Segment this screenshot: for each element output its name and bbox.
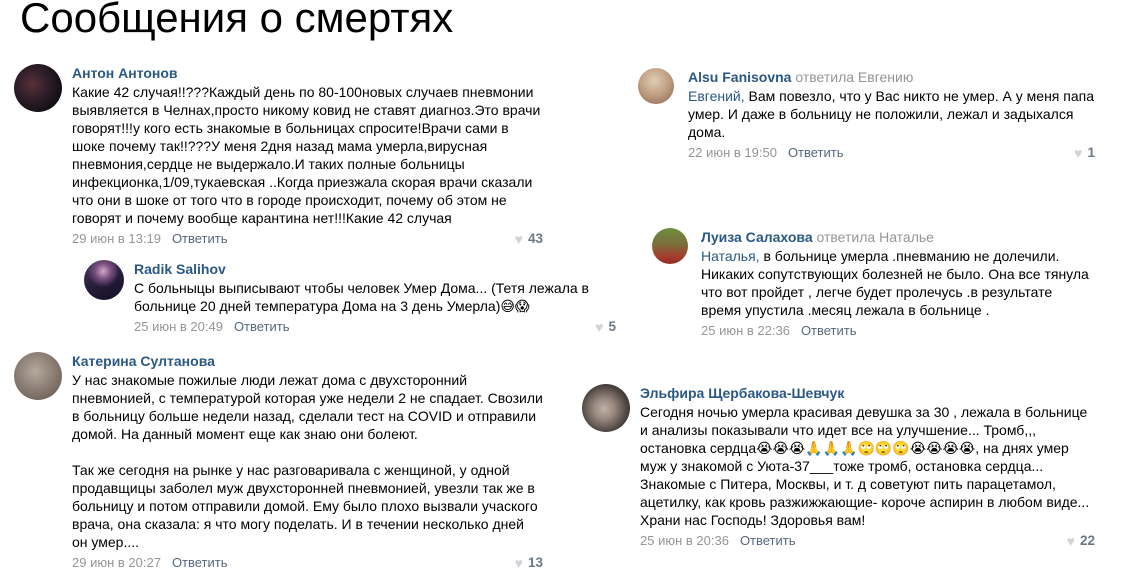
comment-author-link[interactable]: Radik Salihov: [134, 261, 226, 277]
comment-content: [72, 64, 543, 248]
comment-footer: [688, 144, 1095, 162]
comment: [14, 352, 638, 572]
comment-text: [688, 87, 1095, 141]
comment-date: 25 июн в 20:49: [134, 319, 223, 334]
comment-footer: [640, 532, 1095, 550]
comment-author-link[interactable]: Антон Антонов: [72, 65, 178, 81]
comment-header: [72, 64, 543, 82]
avatar[interactable]: [582, 384, 630, 432]
like-count: 1: [1087, 145, 1095, 160]
comment-header: [72, 352, 543, 370]
comment-text-body: в больнице умерла .пневманию не долечили. Никаких сопутствующих болезней не было. Она все тянула что вот пройдет , легче будет пролечусь .в результате время упустила .месяц лежала в больнице .: [701, 248, 1089, 318]
comment-footer: [701, 322, 1096, 340]
comment: [84, 260, 638, 336]
comment-text: С больныцы выписывают чтобы человек Умер Дома... (Тетя лежала в больнице 20 дней температура Дома на 3 день Умерла)😅😱: [134, 280, 589, 314]
comment-header: [134, 260, 616, 278]
heart-icon: ♥: [1066, 533, 1075, 549]
like-button[interactable]: [515, 230, 543, 248]
reply-button[interactable]: Ответить: [787, 145, 844, 160]
page-title: Сообщения о смертях: [20, 0, 454, 41]
comment-footer: [134, 318, 616, 336]
comment-content: [701, 228, 1096, 340]
avatar[interactable]: [84, 260, 124, 300]
heart-icon: ♥: [595, 319, 604, 335]
reply-button[interactable]: Ответить: [800, 323, 857, 338]
like-button[interactable]: [515, 554, 543, 572]
heart-icon: ♥: [514, 555, 523, 571]
avatar[interactable]: [638, 68, 674, 104]
reply-button[interactable]: Ответить: [171, 231, 228, 246]
comment-header: [640, 384, 1095, 402]
comment: [14, 64, 638, 248]
comment-date: 25 июн в 22:36: [701, 323, 790, 338]
comment-content: [72, 352, 543, 572]
heart-icon: ♥: [514, 231, 523, 247]
reply-to-label: ответила Евгению: [795, 69, 914, 85]
comment-text: Так же сегодня на рынке у нас разговаривала с женщиной, у одной продавщицы заболел муж двухсторонней пневмонией, увезли так же в больницу и потом отправили домой. Ему было плохо вызвали учаского врача, она сказала: я что могу поделать. И в течении несколько дней он умер....: [72, 462, 538, 550]
like-count: 22: [1079, 533, 1095, 548]
comments-column-right: [582, 68, 1116, 550]
comment-date: 29 июн в 13:19: [72, 231, 161, 246]
comment-text: У нас знакомые пожилые люди лежат дома с двухсторонний пневмонией, с температурой которая уже недели 2 не спадает. Свозили в больницу больше недели назад, сделали тест на COVID и отправили домой. На данный момент еще как знаю они болеют.: [72, 372, 543, 442]
comment-author-link[interactable]: Alsu Fanisovna: [688, 69, 792, 85]
avatar[interactable]: [14, 64, 62, 112]
comment-author-link[interactable]: Луиза Салахова: [701, 229, 813, 245]
comment-text-body: Вам повезло, что у Вас никто не умер. А у меня папа умер. И даже в больницу не положили, лежал и задыхался дома.: [688, 88, 1095, 140]
comment-footer: [72, 554, 543, 572]
comment-date: 29 июн в 20:27: [72, 555, 161, 570]
comment: [638, 68, 1116, 162]
like-count: 13: [527, 555, 543, 570]
reply-button[interactable]: Ответить: [739, 533, 796, 548]
comment-header: [701, 228, 1096, 246]
comment-author-link[interactable]: Эльфира Щербакова-Шевчук: [640, 385, 845, 401]
heart-icon: ♥: [1074, 145, 1083, 161]
avatar[interactable]: [14, 352, 62, 400]
comment-text: Сегодня ночью умерла красивая девушка за 30 , лежала в больнице и анализы показывали что идет все на улучшение... Тромб,,, остановка сердца😭😭😭🙏🙏🙏🙄🙄🙄😭😭😭😭, на днях умер муж у знакомой с Уюта-37___тоже тромб, остановка сердца... Знакомые с Питера, Москвы, и т. д советуют пить парацетамол, ацетилку, как кровь разжижжающие- короче аспирин в любом виде... Храни нас Господь! Здоровья вам!: [640, 404, 1090, 528]
reply-button[interactable]: Ответить: [233, 319, 290, 334]
comment: [582, 384, 1116, 550]
comment-date: 22 июн в 19:50: [688, 145, 777, 160]
mention-link[interactable]: Евгений,: [688, 88, 745, 104]
like-button[interactable]: [1074, 144, 1095, 162]
comment-content: [640, 384, 1095, 550]
comment-content: [134, 260, 616, 336]
reply-to-label: ответила Наталье: [816, 229, 934, 245]
comment-content: [688, 68, 1095, 162]
avatar[interactable]: [652, 228, 688, 264]
like-count: 5: [608, 319, 616, 334]
comment-header: [688, 68, 1095, 86]
like-button[interactable]: [1067, 532, 1095, 550]
comment-text: Какие 42 случая!!???Каждый день по 80-100новых случаев пневмонии выявляется в Челнах,просто никому ковид не ставят диагноз.Это врачи говорят!!!у кого есть знакомые в больницах спросите!Врачи сами в шоке почему так!!???У меня 2дня назад мама умерла,вирусная пневмония,сердце не выдержало.И таких полные больницы инфекционка,1/09,тукаевская ..Когда приезжала скорая врачи сказали что они в шоке от того что в городе происходит, почему об этом не говорят и почему вообще карантина нет!!!Какие 42 случая: [72, 84, 541, 226]
reply-button[interactable]: Ответить: [171, 555, 228, 570]
comments-column-left: [14, 64, 638, 572]
comment-date: 25 июн в 20:36: [640, 533, 729, 548]
mention-link[interactable]: Наталья,: [701, 248, 760, 264]
comment-author-link[interactable]: Катерина Султанова: [72, 353, 215, 369]
comment: [652, 228, 1116, 340]
comment-text: [701, 247, 1096, 319]
like-count: 43: [527, 231, 543, 246]
comment-footer: [72, 230, 543, 248]
